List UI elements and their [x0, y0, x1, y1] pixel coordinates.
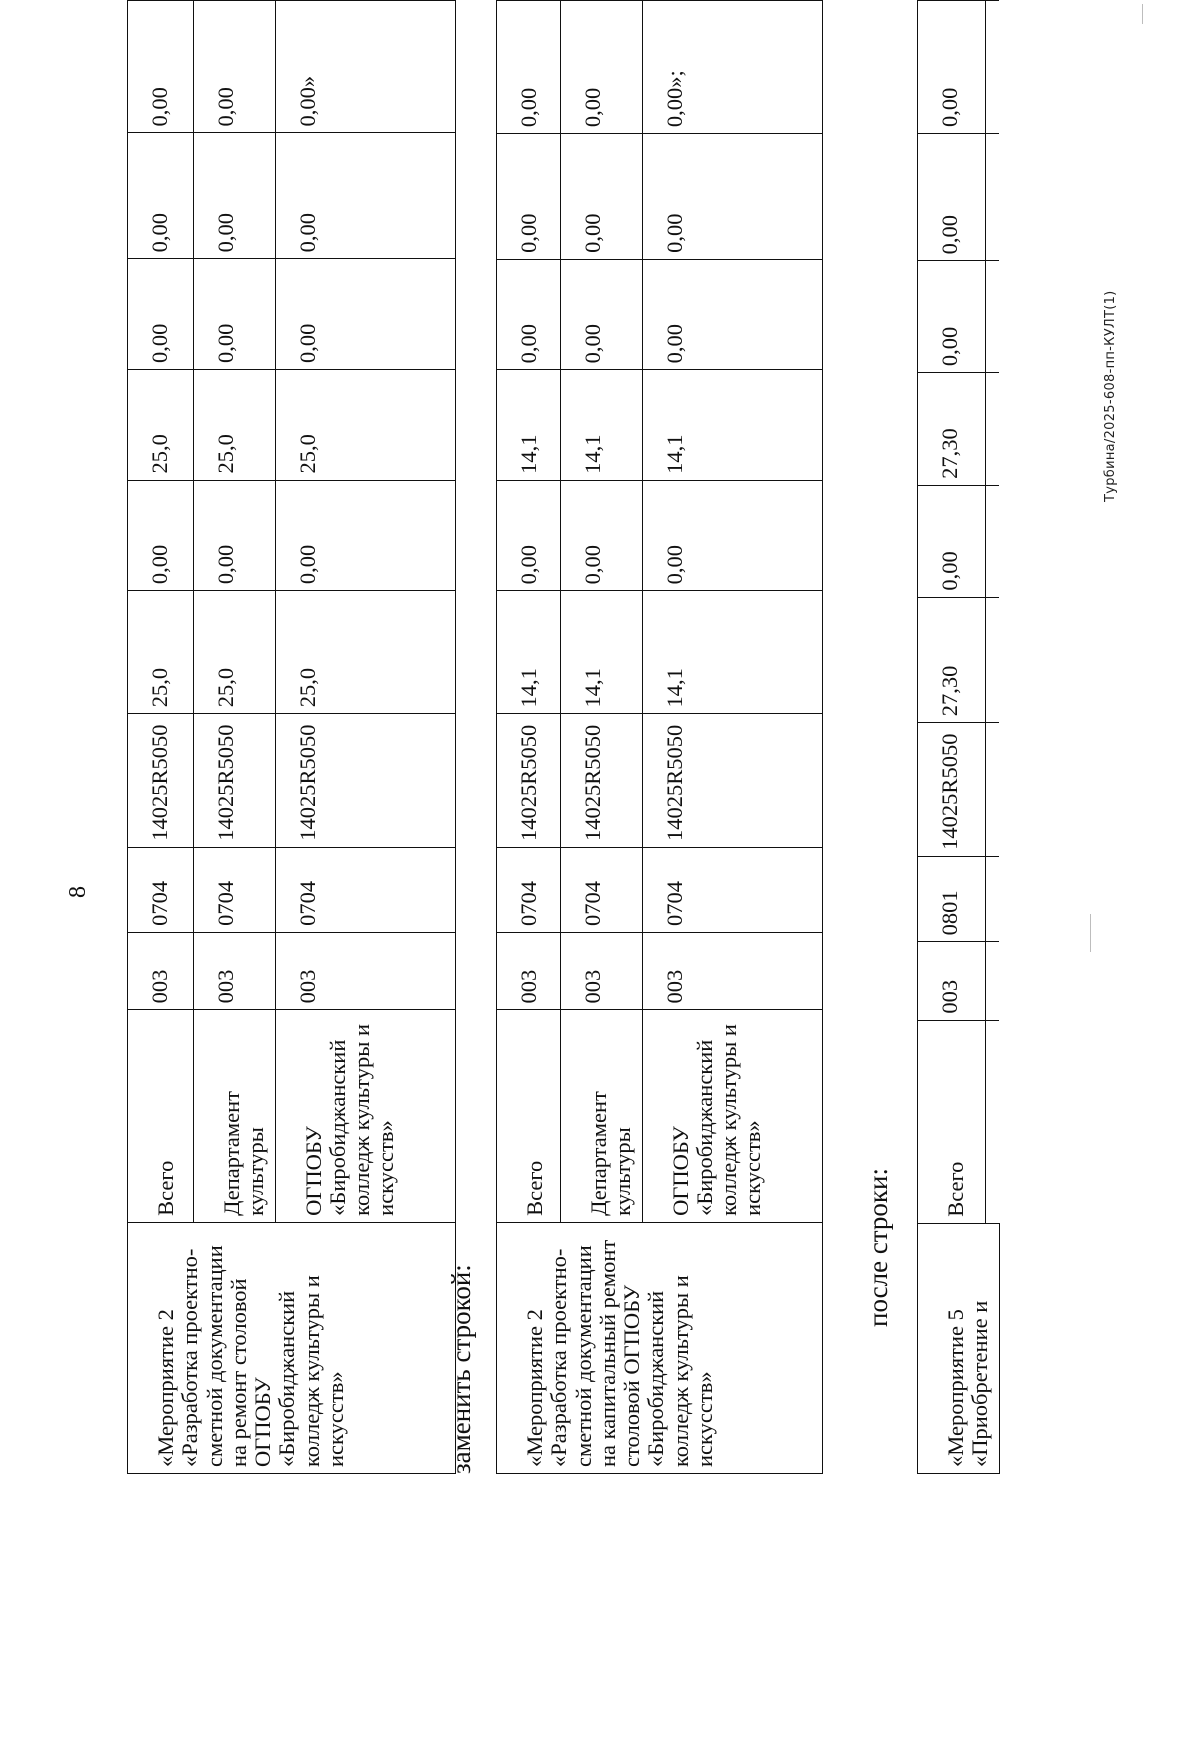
executor-cell: Всего: [128, 1010, 194, 1222]
rzpr-cell: 0704: [275, 847, 455, 932]
measure-cell: «Мероприятие 2 «Разработка проектно-сметной документации на капитальный ремонт столовой ОГПОБУ «Биробиджанский колледж культуры и искусств»: [497, 1222, 823, 1473]
budget-table-after: [917, 0, 1000, 1474]
value-cell: 25,0: [275, 369, 455, 480]
value-cell: 0,00: [128, 1, 194, 133]
csr-cell: 14025R5050: [128, 714, 194, 848]
budget-table-replacement: [496, 0, 823, 1474]
rzpr-cell: 0704: [497, 847, 561, 932]
executor-cell: ОГПОБУ «Биробиджанский колледж культуры и искусств»: [275, 1010, 455, 1222]
csr-cell: 14025R5050: [497, 714, 561, 848]
value-cell: 0,00: [918, 1, 986, 134]
executor-cell: ОГПОБУ «Биробиджанский колледж культуры и искусств»: [642, 1010, 822, 1222]
value-cell: 14,1: [561, 591, 643, 714]
value-cell: 14,1: [642, 370, 822, 481]
budget-table-original: [127, 0, 456, 1474]
rzpr-cell: 0704: [194, 847, 276, 932]
measure-cell: «Мероприятие 5 «Приобретение и: [918, 1223, 1000, 1473]
csr-cell: 14025R5050: [642, 714, 822, 848]
executor-cell: Департамент культуры: [561, 1010, 643, 1222]
value-cell: 27,30: [918, 373, 986, 486]
after-row-label: после строки:: [863, 1168, 893, 1327]
document-code: Турбина/2025-608-пп-КУЛТ(1): [1103, 290, 1118, 502]
value-cell: 0,00: [275, 133, 455, 259]
csr-cell: 14025R5050: [918, 723, 986, 857]
value-cell: 14,1: [497, 591, 561, 714]
value-cell: 0,00: [918, 133, 986, 260]
value-cell: 0,00: [497, 259, 561, 370]
value-cell: 0,00: [128, 133, 194, 259]
table-row: [497, 1, 561, 1474]
value-cell: 0,00: [918, 485, 986, 597]
value-cell: 0,00: [194, 480, 276, 591]
value-cell: 25,0: [275, 591, 455, 714]
scan-artifact: [1142, 4, 1143, 24]
value-cell: 0,00: [194, 259, 276, 370]
value-cell: 25,0: [128, 591, 194, 714]
rzpr-cell: 0704: [642, 847, 822, 932]
rzpr-cell: 0801: [918, 856, 986, 942]
value-cell: 0,00: [918, 261, 986, 373]
grbs-cell: 003: [497, 932, 561, 1010]
value-cell: 0,00: [642, 259, 822, 370]
value-cell: 0,00»: [275, 1, 455, 133]
grbs-cell: 003: [918, 942, 986, 1020]
value-cell: 14,1: [497, 370, 561, 481]
grbs-cell: 003: [561, 932, 643, 1010]
measure-cell: «Мероприятие 2 «Разработка проектно-сметной документации на ремонт столовой ОГПОБУ «Биробиджанский колледж культуры и искусств»: [128, 1222, 456, 1473]
executor-cell: Всего: [918, 1020, 986, 1223]
value-cell: 0,00: [561, 1, 643, 134]
value-cell: 25,0: [128, 369, 194, 480]
value-cell: 0,00: [642, 134, 822, 260]
rzpr-cell: 0704: [128, 847, 194, 932]
grbs-cell: 003: [128, 932, 194, 1010]
value-cell: 25,0: [194, 591, 276, 714]
value-cell: 0,00: [561, 480, 643, 591]
value-cell: 0,00: [128, 480, 194, 591]
value-cell: 0,00: [275, 480, 455, 591]
value-cell: 0,00: [497, 480, 561, 591]
executor-cell: Департамент культуры: [194, 1010, 276, 1222]
table-row: [128, 1, 194, 1474]
csr-cell: 14025R5050: [561, 714, 643, 848]
value-cell: 25,0: [194, 369, 276, 480]
value-cell: 0,00: [642, 480, 822, 591]
table-row: [918, 1, 986, 1474]
scan-artifact: [1090, 914, 1091, 952]
value-cell: 0,00: [561, 259, 643, 370]
value-cell: 0,00»;: [642, 1, 822, 134]
csr-cell: 14025R5050: [275, 714, 455, 848]
value-cell: 27,30: [918, 597, 986, 723]
value-cell: 0,00: [497, 134, 561, 260]
value-cell: 0,00: [128, 259, 194, 370]
executor-cell: Всего: [497, 1010, 561, 1222]
value-cell: 0,00: [194, 1, 276, 133]
grbs-cell: 003: [642, 932, 822, 1010]
csr-cell: 14025R5050: [194, 714, 276, 848]
value-cell: 14,1: [561, 370, 643, 481]
grbs-cell: 003: [275, 932, 455, 1010]
value-cell: 0,00: [275, 259, 455, 370]
value-cell: 0,00: [194, 133, 276, 259]
value-cell: 0,00: [497, 1, 561, 134]
grbs-cell: 003: [194, 932, 276, 1010]
rzpr-cell: 0704: [561, 847, 643, 932]
replace-with-label: заменить строкой:: [446, 1264, 476, 1474]
value-cell: 14,1: [642, 591, 822, 714]
value-cell: 0,00: [561, 134, 643, 260]
page-number: 8: [65, 886, 91, 898]
